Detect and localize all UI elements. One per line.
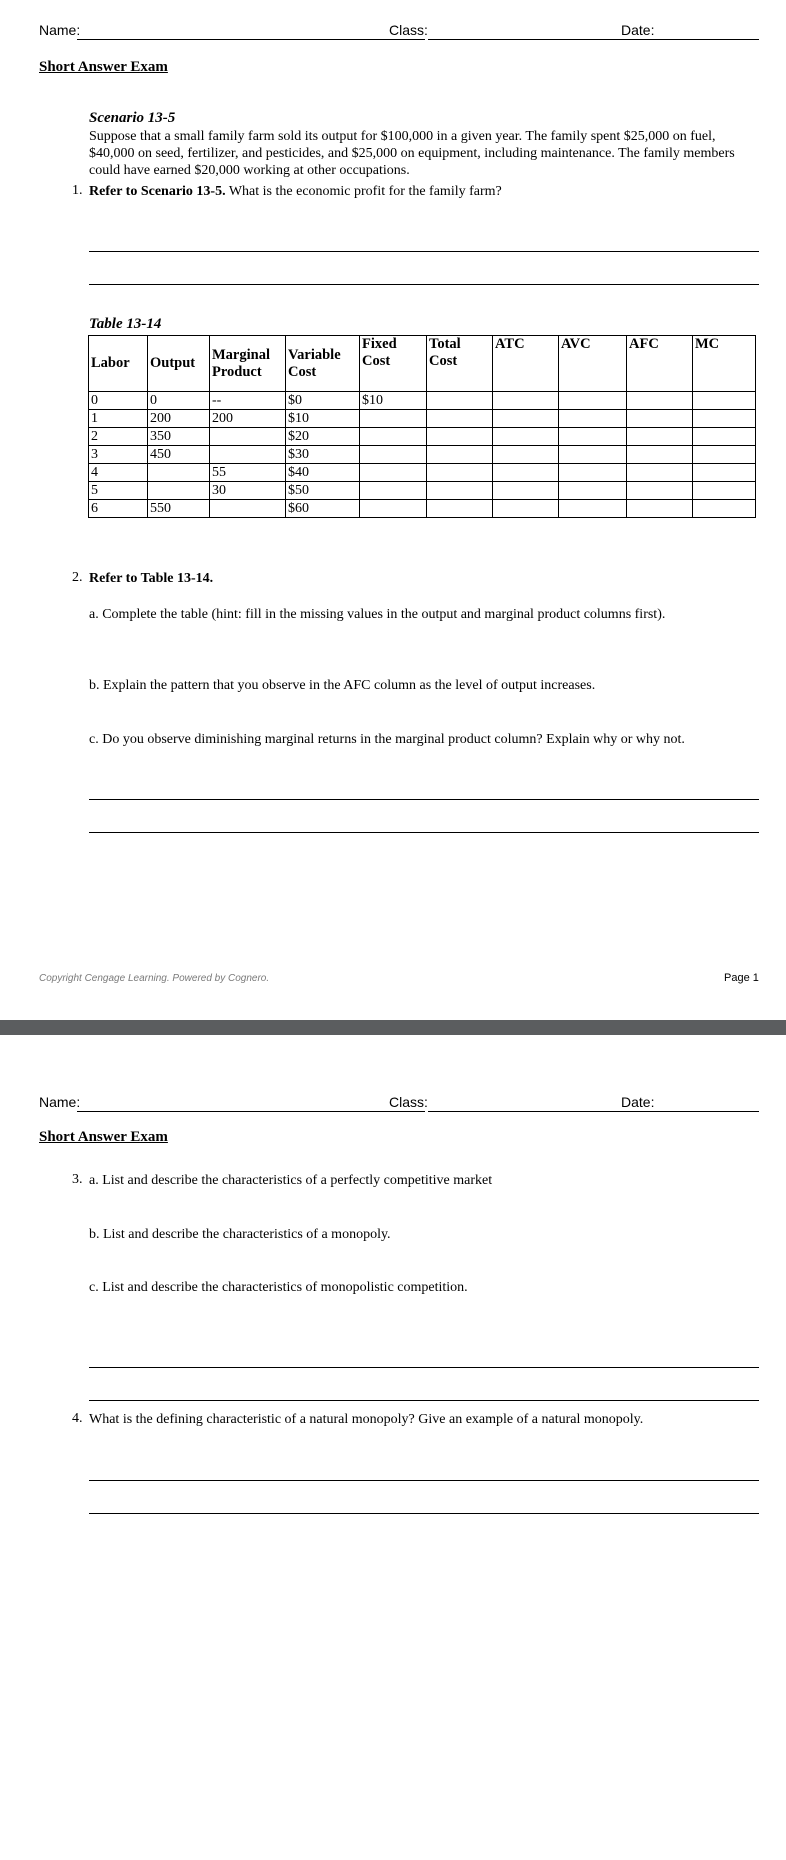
table-header-row (89, 336, 756, 392)
table-cell[interactable] (427, 482, 493, 500)
table-cell: 200 (148, 410, 210, 428)
table-cell[interactable] (210, 446, 286, 464)
page-separator (0, 1020, 786, 1045)
table-row (89, 392, 756, 410)
answer-line[interactable] (89, 251, 759, 252)
table-cell: $10 (286, 410, 360, 428)
table-cell[interactable] (210, 500, 286, 518)
scenario-text: Suppose that a small family farm sold its output for $100,000 in a given year. The family spent $25,000 on fuel, $40,000 on seed, fertilizer, and pesticides, and $25,000 on equipment, including maintenance. The family members could have earned $20,000 working at other occupations. (89, 129, 735, 178)
table-cell[interactable] (360, 500, 427, 518)
table-cell: 550 (148, 500, 210, 518)
student-info-header (39, 1094, 759, 1116)
class-label: Class: (389, 1094, 428, 1110)
question-3a: a. List and describe the characteristics of a perfectly competitive market (89, 1173, 493, 1188)
header-fixed-cost: Fixed Cost (360, 336, 427, 392)
table-cell[interactable] (559, 482, 627, 500)
header-mc: MC (693, 336, 756, 392)
table-cell: 4 (89, 464, 148, 482)
table-cell[interactable] (559, 392, 627, 410)
question-1-reference: Refer to Scenario 13-5. (89, 184, 226, 199)
table-cell: 5 (89, 482, 148, 500)
table-cell[interactable] (427, 464, 493, 482)
question-3-number: 3. (72, 1172, 83, 1187)
answer-line[interactable] (89, 1513, 759, 1514)
table-cell[interactable] (627, 446, 693, 464)
table-cell: 450 (148, 446, 210, 464)
table-cell[interactable] (627, 464, 693, 482)
student-info-header (39, 22, 759, 44)
question-1-number: 1. (72, 183, 83, 198)
table-cell[interactable] (360, 428, 427, 446)
page-separator-bar (0, 1020, 786, 1035)
table-cell[interactable] (559, 446, 627, 464)
table-cell[interactable] (693, 392, 756, 410)
name-label: Name: (39, 1094, 81, 1110)
header-label: Labor (89, 336, 148, 392)
class-label: Class: (389, 22, 428, 38)
table-cell: 0 (148, 392, 210, 410)
scenario-title: Scenario 13-5 (89, 110, 176, 126)
table-cell[interactable] (427, 392, 493, 410)
question-3c: c. List and describe the characteristics of monopolistic competition. (89, 1280, 468, 1295)
header-afc: AFC (627, 336, 693, 392)
answer-line[interactable] (89, 799, 759, 800)
exam-title: Short Answer Exam (39, 1129, 168, 1145)
table-title: Table 13-14 (89, 316, 162, 332)
table-cell: 2 (89, 428, 148, 446)
table-cell[interactable] (493, 392, 559, 410)
table-cell[interactable] (427, 410, 493, 428)
table-cell: -- (210, 392, 286, 410)
table-cell: 3 (89, 446, 148, 464)
question-2c: c. Do you observe diminishing marginal returns in the marginal product column? Explain why or why not. (89, 732, 685, 747)
table-cell[interactable] (627, 500, 693, 518)
question-2b: b. Explain the pattern that you observe in the AFC column as the level of output increases. (89, 678, 596, 693)
answer-line[interactable] (89, 832, 759, 833)
table-cell[interactable] (427, 428, 493, 446)
table-cell: $0 (286, 392, 360, 410)
table-cell[interactable] (493, 410, 559, 428)
page-number: Page 1 (724, 972, 759, 984)
name-label: Name: (39, 22, 81, 38)
header-output: Output (148, 336, 210, 392)
header-marginal-product: Marginal Product (210, 336, 286, 392)
table-cell[interactable] (210, 428, 286, 446)
table-cell: $20 (286, 428, 360, 446)
table-cell[interactable] (493, 446, 559, 464)
table-cell[interactable] (360, 482, 427, 500)
table-cell[interactable] (693, 446, 756, 464)
table-cell[interactable] (493, 482, 559, 500)
date-label: Date: (621, 1094, 655, 1110)
name-field-line[interactable] (77, 39, 425, 40)
table-cell[interactable] (693, 482, 756, 500)
header-total-cost: Total Cost (427, 336, 493, 392)
question-2-reference: Refer to Table 13-14. (89, 571, 214, 586)
question-3b: b. List and describe the characteristics of a monopoly. (89, 1227, 391, 1242)
table-cell[interactable] (627, 482, 693, 500)
table-cell[interactable] (627, 410, 693, 428)
question-2a: a. Complete the table (hint: fill in the missing values in the output and marginal product columns first). (89, 607, 666, 622)
table-cell[interactable] (427, 446, 493, 464)
table-cell[interactable] (493, 464, 559, 482)
exam-page-2 (0, 1045, 786, 1860)
question-4-number: 4. (72, 1411, 83, 1426)
question-1-text: What is the economic profit for the family farm? (228, 184, 502, 199)
question-4: What is the defining characteristic of a natural monopoly? Give an example of a natural monopoly. (89, 1412, 644, 1427)
table-cell: $50 (286, 482, 360, 500)
table-cell: 6 (89, 500, 148, 518)
table-cell: $30 (286, 446, 360, 464)
table-cell[interactable] (559, 500, 627, 518)
header-variable-cost: Variable Cost (286, 336, 360, 392)
cost-table (88, 335, 756, 518)
table-row (89, 482, 756, 500)
class-field-line[interactable] (428, 1111, 660, 1112)
header-atc: ATC (493, 336, 559, 392)
table-cell: 0 (89, 392, 148, 410)
table-cell[interactable] (627, 428, 693, 446)
table-cell[interactable] (360, 464, 427, 482)
answer-line[interactable] (89, 1400, 759, 1401)
table-cell: 200 (210, 410, 286, 428)
table-cell[interactable] (493, 428, 559, 446)
table-cell[interactable] (493, 500, 559, 518)
table-cell[interactable] (559, 464, 627, 482)
table-cell[interactable] (559, 410, 627, 428)
table-cell: 350 (148, 428, 210, 446)
table-cell: $40 (286, 464, 360, 482)
answer-line[interactable] (89, 284, 759, 285)
date-field-line[interactable] (656, 1111, 759, 1112)
question-1 (89, 183, 502, 201)
table-cell[interactable] (693, 428, 756, 446)
date-label: Date: (621, 22, 655, 38)
copyright-footer: Copyright Cengage Learning. Powered by Cognero. (39, 973, 270, 984)
table-cell: 55 (210, 464, 286, 482)
table-cell[interactable] (360, 446, 427, 464)
name-field-line[interactable] (77, 1111, 425, 1112)
answer-line[interactable] (89, 1367, 759, 1368)
table-cell[interactable] (360, 410, 427, 428)
exam-title: Short Answer Exam (39, 59, 168, 75)
table-cell: $10 (360, 392, 427, 410)
answer-line[interactable] (89, 1480, 759, 1481)
table-cell[interactable] (693, 410, 756, 428)
table-cell: $60 (286, 500, 360, 518)
table-cell[interactable] (427, 500, 493, 518)
table-row (89, 464, 756, 482)
class-field-line[interactable] (428, 39, 660, 40)
table-cell[interactable] (148, 482, 210, 500)
table-cell[interactable] (693, 464, 756, 482)
table-cell: 30 (210, 482, 286, 500)
table-cell[interactable] (627, 392, 693, 410)
table-cell: 1 (89, 410, 148, 428)
table-cell[interactable] (148, 464, 210, 482)
question-2-number: 2. (72, 570, 83, 585)
table-row (89, 428, 756, 446)
date-field-line[interactable] (656, 39, 759, 40)
table-row (89, 410, 756, 428)
header-avc: AVC (559, 336, 627, 392)
table-row (89, 446, 756, 464)
table-cell[interactable] (693, 500, 756, 518)
table-cell[interactable] (559, 428, 627, 446)
table-row (89, 500, 756, 518)
